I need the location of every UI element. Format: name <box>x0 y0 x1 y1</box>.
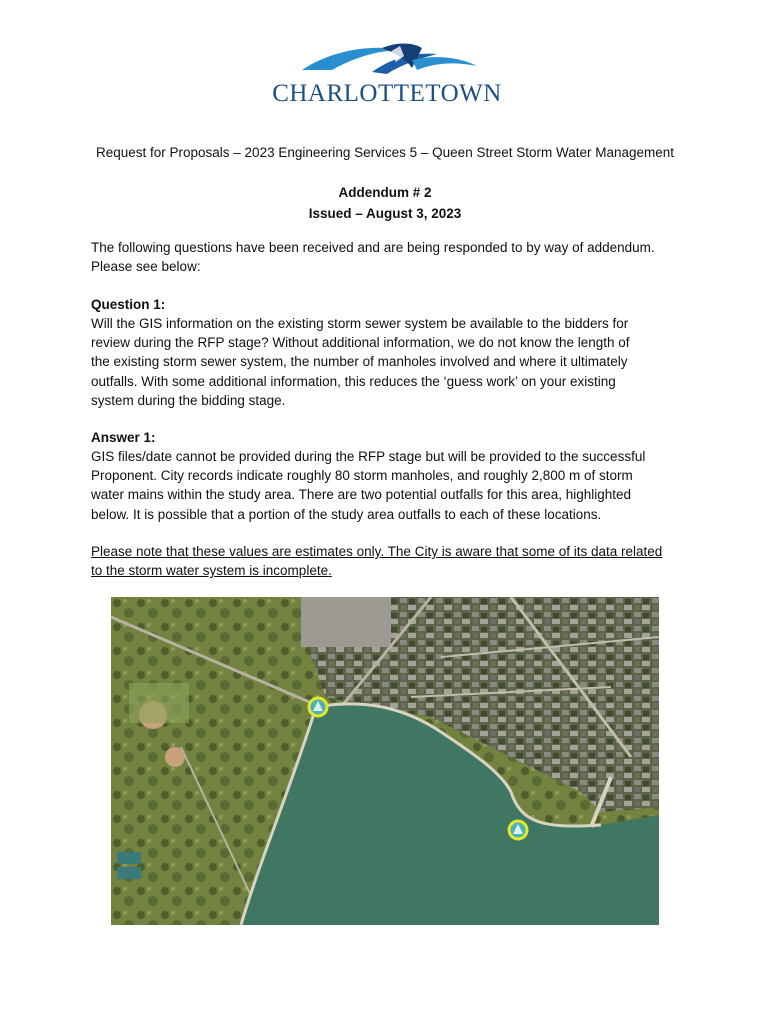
question-line: Will the GIS information on the existing storm sewer system be available to the bidders for <box>91 316 629 331</box>
question-body <box>91 314 691 410</box>
addendum-block <box>60 182 710 224</box>
question-line: outfalls. With some additional information, this reduces the ‘guess work’ on your existing <box>91 373 616 389</box>
tennis-court <box>117 867 141 879</box>
answer-line: GIS files/date cannot be provided during the RFP stage but will be provided to the successful <box>91 449 646 464</box>
question-line: system during the bidding stage. <box>91 392 286 408</box>
answer-heading: Answer 1: <box>91 430 156 445</box>
intro-paragraph <box>91 238 691 276</box>
aerial-map-image <box>111 597 659 925</box>
tennis-court <box>117 852 141 864</box>
intro-line: The following questions have been received and are being responded to by way of addendum. <box>91 240 655 255</box>
question-heading: Question 1: <box>91 297 166 312</box>
addendum-number: Addendum # 2 <box>338 185 432 200</box>
note-line: to the storm water system is incomplete. <box>91 563 332 579</box>
aerial-map <box>111 597 659 925</box>
question-line: the existing storm sewer system, the number of manholes involved and where it ultimately <box>91 354 628 370</box>
estimate-note <box>91 542 691 580</box>
note-line: Please note that these values are estimates only. The City is aware that some of its data related <box>91 544 663 559</box>
issued-date: Issued – August 3, 2023 <box>308 206 462 221</box>
parking-lot <box>301 597 391 647</box>
intro-line: Please see below: <box>91 259 201 275</box>
outfall-marker-icon <box>309 698 327 716</box>
outfall-marker-icon <box>509 821 527 839</box>
answer-line: Proponent. City records indicate roughly 80 storm manholes, and roughly 2,800 m of storm <box>91 468 633 484</box>
logo-wordmark: CHARLOTTETOWN <box>272 80 502 107</box>
answer-line: water mains within the study area. There are two potential outfalls for this area, highlighted <box>91 487 632 503</box>
rfp-title: Request for Proposals – 2023 Engineering Services 5 – Queen Street Storm Water Management <box>95 145 675 160</box>
wave-mark-icon <box>262 40 512 80</box>
answer-body <box>91 447 691 524</box>
question-line: review during the RFP stage? Without additional information, we do not know the length of <box>91 335 630 351</box>
charlottetown-logo <box>262 40 512 110</box>
answer-line: below. It is possible that a portion of the study area outfalls to each of these locations. <box>91 506 602 522</box>
